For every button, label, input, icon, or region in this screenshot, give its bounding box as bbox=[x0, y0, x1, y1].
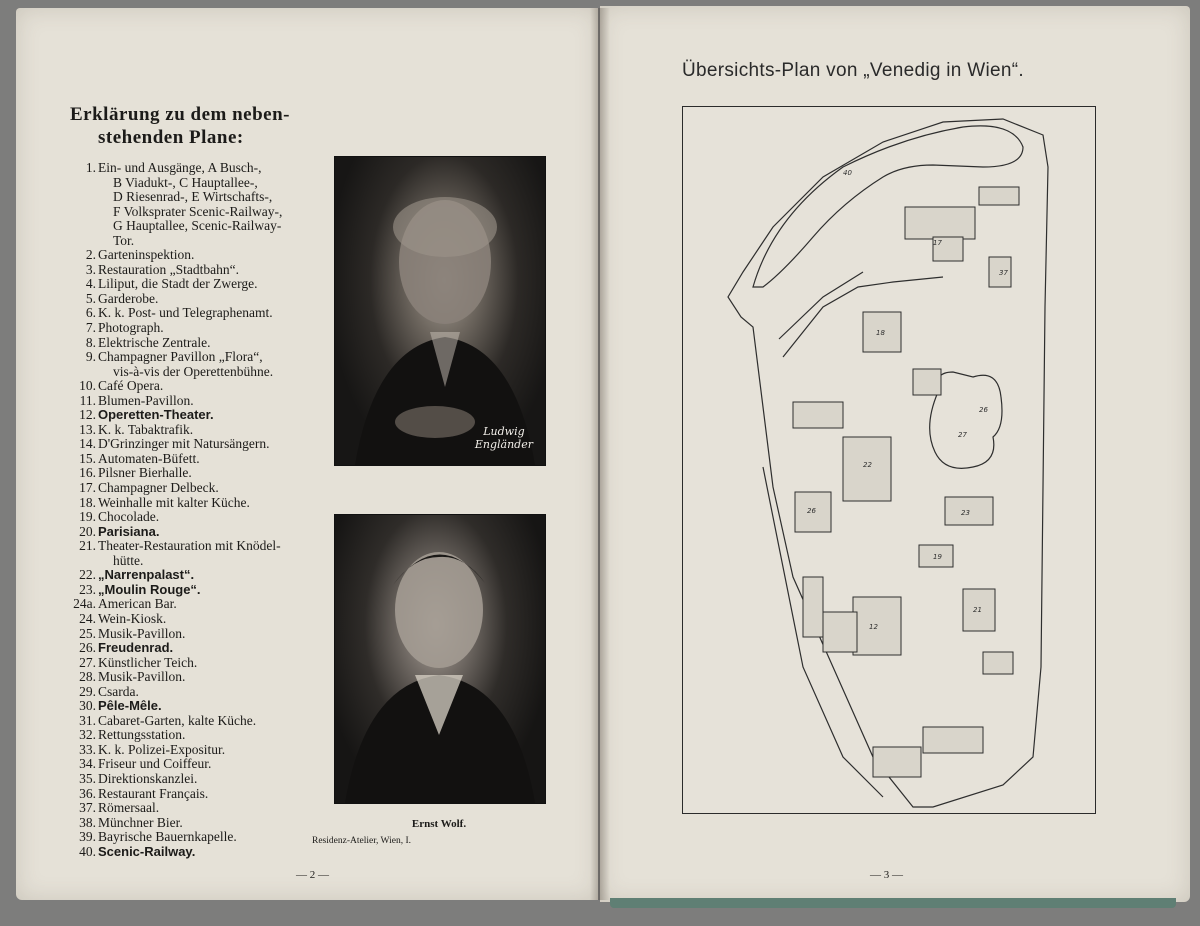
legend-item bbox=[72, 379, 320, 394]
plan-label-11: 26 bbox=[979, 406, 988, 414]
legend-item bbox=[72, 394, 320, 409]
photo-credit: Residenz-Atelier, Wien, I. bbox=[312, 836, 412, 846]
legend-item bbox=[72, 350, 320, 365]
legend-item-text: K. k. Polizei-Expositur. bbox=[98, 741, 226, 757]
legend-item-text: Elektrische Zentrale. bbox=[98, 334, 211, 350]
portrait-figure-1 bbox=[335, 157, 545, 465]
legend-item-text: Pêle-Mêle. bbox=[98, 698, 162, 714]
legend-item-text: Liliput, die Stadt der Zwerge. bbox=[98, 276, 258, 292]
legend-item-number: 38. bbox=[79, 814, 96, 830]
legend-item bbox=[72, 787, 320, 802]
legend-item bbox=[72, 205, 320, 220]
legend-item-number: 11. bbox=[79, 392, 96, 408]
legend-item bbox=[72, 510, 320, 525]
portrait-photo-englaender bbox=[334, 156, 546, 466]
legend-item-text: Garteninspektion. bbox=[98, 247, 195, 263]
legend-item-text: K. k. Tabaktrafik. bbox=[98, 421, 194, 437]
plan-label-7: 19 bbox=[933, 553, 942, 561]
legend-item bbox=[72, 161, 320, 176]
legend-item bbox=[72, 583, 320, 598]
legend-item bbox=[72, 437, 320, 452]
legend-item-text: G Hauptallee, Scenic-Railway- bbox=[113, 218, 282, 234]
legend-item-number: 8. bbox=[85, 334, 96, 350]
legend-item-number: 21. bbox=[79, 538, 96, 554]
legend-item bbox=[72, 176, 320, 191]
cover-edge bbox=[610, 898, 1176, 908]
building-16 bbox=[873, 747, 921, 777]
legend-item-number: 14. bbox=[79, 436, 96, 452]
legend-item-number: 6. bbox=[85, 305, 96, 321]
legend-item-text: American Bar. bbox=[98, 596, 177, 612]
legend-item bbox=[72, 597, 320, 612]
legend-item-text: Wein-Kiosk. bbox=[98, 610, 167, 626]
legend-item-text: Tor. bbox=[113, 232, 135, 248]
legend-item bbox=[72, 670, 320, 685]
legend-item-number: 31. bbox=[79, 712, 96, 728]
legend-item-number: 24. bbox=[79, 610, 96, 626]
plan-label-8: 21 bbox=[973, 606, 982, 614]
legend-item-number: 24a. bbox=[73, 596, 96, 612]
legend-item bbox=[72, 423, 320, 438]
legend-item-text: Weinhalle mit kalter Küche. bbox=[98, 494, 250, 510]
building-15 bbox=[923, 727, 983, 753]
legend-item-number: 18. bbox=[79, 494, 96, 510]
building-14 bbox=[823, 612, 857, 652]
legend-item bbox=[72, 845, 320, 860]
legend-item-text: Musik-Pavillon. bbox=[98, 625, 186, 641]
building-17 bbox=[803, 577, 823, 637]
legend-item-number: 33. bbox=[79, 741, 96, 757]
building-1 bbox=[905, 207, 975, 239]
legend-item bbox=[72, 452, 320, 467]
legend-item bbox=[72, 190, 320, 205]
legend-item-number: 4. bbox=[85, 276, 96, 292]
legend-item-number: 39. bbox=[79, 829, 96, 845]
legend-item-text: Cabaret-Garten, kalte Küche. bbox=[98, 712, 257, 728]
legend-item bbox=[72, 365, 320, 380]
legend-item-number: 25. bbox=[79, 625, 96, 641]
legend-item-text: Musik-Pavillon. bbox=[98, 669, 186, 685]
legend-heading-line1: Erklärung zu dem neben- bbox=[70, 104, 290, 125]
legend-item-number: 26. bbox=[79, 640, 96, 656]
legend-item-text: Automaten-Büfett. bbox=[98, 450, 200, 466]
plan-title: Übersichts-Plan von „Venedig in Wien“. bbox=[682, 60, 1024, 81]
plan-label-5: 26 bbox=[807, 507, 816, 515]
legend-item bbox=[72, 714, 320, 729]
legend-item-text: Rettungsstation. bbox=[98, 727, 186, 743]
legend-item bbox=[72, 728, 320, 743]
legend-item bbox=[72, 685, 320, 700]
legend-item-text: Champagner Delbeck. bbox=[98, 480, 219, 496]
legend-item-text: Ein- und Ausgänge, A Busch-, bbox=[98, 160, 262, 175]
legend-item-text: Scenic-Railway. bbox=[98, 843, 196, 859]
legend-item bbox=[72, 772, 320, 787]
legend-item-text: B Viadukt-, C Hauptallee-, bbox=[113, 174, 258, 190]
legend-item bbox=[72, 292, 320, 307]
legend-item-number: 19. bbox=[79, 509, 96, 525]
legend-heading-line2: stehenden Plane: bbox=[98, 127, 244, 148]
legend-heading bbox=[70, 103, 320, 149]
signature-line1: Ludwig bbox=[483, 425, 525, 438]
legend-item-text: Bayrische Bauernkapelle. bbox=[98, 829, 237, 845]
legend-item-text: Parisiana. bbox=[98, 523, 160, 539]
legend-item bbox=[72, 263, 320, 278]
plan-label-9: 12 bbox=[869, 623, 878, 631]
portrait-signature-1 bbox=[475, 425, 533, 451]
legend-item bbox=[72, 743, 320, 758]
legend-item-number: 22. bbox=[79, 567, 96, 583]
plan-label-1: 17 bbox=[933, 239, 942, 247]
legend-item-text: Blumen-Pavillon. bbox=[98, 392, 194, 408]
legend-item-number: 20. bbox=[79, 523, 96, 539]
legend-item-text: Römersaal. bbox=[98, 800, 160, 816]
legend-item bbox=[72, 627, 320, 642]
legend-item-number: 29. bbox=[79, 683, 96, 699]
legend-item bbox=[72, 699, 320, 714]
legend-item bbox=[72, 612, 320, 627]
legend-item-text: Champagner Pavillon „Flora“, bbox=[98, 349, 263, 365]
legend-item bbox=[72, 248, 320, 263]
legend-item bbox=[72, 234, 320, 249]
site-plan-map bbox=[682, 106, 1096, 814]
site-plan-drawing bbox=[683, 107, 1095, 813]
legend-item-number: 2. bbox=[85, 247, 96, 263]
legend-item-number: 10. bbox=[79, 378, 96, 394]
legend-item-text: Csarda. bbox=[98, 683, 139, 699]
building-18 bbox=[983, 652, 1013, 674]
legend-item-number: 34. bbox=[79, 756, 96, 772]
building-6 bbox=[793, 402, 843, 428]
book-gutter bbox=[590, 8, 610, 900]
legend-item-text: F Volksprater Scenic-Railway-, bbox=[113, 203, 283, 219]
legend-item bbox=[72, 816, 320, 831]
legend-item-text: Café Opera. bbox=[98, 378, 164, 394]
legend-item-number: 1. bbox=[85, 160, 96, 175]
legend-item-number: 3. bbox=[85, 261, 96, 277]
legend-item-number: 30. bbox=[79, 698, 96, 714]
legend-item bbox=[72, 539, 320, 554]
legend-item-number: 27. bbox=[79, 654, 96, 670]
building-8 bbox=[913, 369, 941, 395]
page-number-right: — 3 — bbox=[870, 869, 903, 881]
building-3 bbox=[979, 187, 1019, 205]
legend-item-text: K. k. Post- und Telegraphenamt. bbox=[98, 305, 273, 321]
plan-label-3: 18 bbox=[876, 329, 885, 337]
legend-item bbox=[72, 641, 320, 656]
legend-item-number: 12. bbox=[79, 407, 96, 423]
legend-item bbox=[72, 277, 320, 292]
portrait-caption-name: Ernst Wolf. bbox=[411, 818, 467, 830]
legend-item-number: 35. bbox=[79, 770, 96, 786]
legend-item-text: D'Grinzinger mit Natursängern. bbox=[98, 436, 270, 452]
legend-item-number: 37. bbox=[79, 800, 96, 816]
legend-item-number: 16. bbox=[79, 465, 96, 481]
legend-item bbox=[72, 481, 320, 496]
legend-item bbox=[72, 757, 320, 772]
legend-item-number: 17. bbox=[79, 480, 96, 496]
portrait-photo-wolf bbox=[334, 514, 546, 804]
building-7 bbox=[843, 437, 891, 501]
legend-item bbox=[72, 336, 320, 351]
legend-item bbox=[72, 466, 320, 481]
legend-item-number: 9. bbox=[85, 349, 96, 365]
legend-item bbox=[72, 219, 320, 234]
legend-item-text: Pilsner Bierhalle. bbox=[98, 465, 192, 481]
plan-label-12: 40 bbox=[843, 169, 852, 177]
legend-item-text: Restauration „Stadtbahn“. bbox=[98, 261, 239, 277]
plan-label-6: 23 bbox=[961, 509, 970, 517]
legend-item bbox=[72, 525, 320, 540]
legend-item bbox=[72, 306, 320, 321]
plan-label-2: 37 bbox=[999, 269, 1008, 277]
legend-item bbox=[72, 408, 320, 423]
legend-item-text: Theater-Restauration mit Knödel- bbox=[98, 538, 281, 554]
legend-item-number: 5. bbox=[85, 290, 96, 306]
legend-item-text: D Riesenrad-, E Wirtschafts-, bbox=[113, 189, 273, 205]
plan-label-10: 27 bbox=[958, 431, 967, 439]
legend-item-text: hütte. bbox=[113, 552, 144, 568]
plan-label-4: 22 bbox=[863, 461, 872, 469]
legend-item-text: Direktionskanzlei. bbox=[98, 770, 198, 786]
legend-list bbox=[72, 161, 320, 859]
legend-item-text: Münchner Bier. bbox=[98, 814, 183, 830]
legend-item-text: Garderobe. bbox=[98, 290, 159, 306]
legend-item-text: Restaurant Français. bbox=[98, 785, 209, 801]
legend-item bbox=[72, 321, 320, 336]
legend-item bbox=[72, 568, 320, 583]
legend-item-text: Freudenrad. bbox=[98, 640, 174, 656]
legend-item-number: 13. bbox=[79, 421, 96, 437]
legend-item-text: Künstlicher Teich. bbox=[98, 654, 198, 670]
legend-item bbox=[72, 656, 320, 671]
legend-item-text: Chocolade. bbox=[98, 509, 160, 525]
legend-item-number: 40. bbox=[79, 843, 96, 859]
legend-item-number: 36. bbox=[79, 785, 96, 801]
legend-item-text: vis-à-vis der Operettenbühne. bbox=[113, 363, 274, 379]
portrait-figure-2 bbox=[335, 515, 545, 803]
legend-item-number: 28. bbox=[79, 669, 96, 685]
legend-item bbox=[72, 830, 320, 845]
page-number-left: — 2 — bbox=[296, 869, 329, 881]
legend-item bbox=[72, 801, 320, 816]
legend-item-number: 15. bbox=[79, 450, 96, 466]
legend-item-number: 32. bbox=[79, 727, 96, 743]
legend-item bbox=[72, 496, 320, 511]
legend-item bbox=[72, 554, 320, 569]
legend-item-number: 23. bbox=[79, 581, 96, 597]
legend-item-text: Operetten-Theater. bbox=[98, 407, 214, 423]
legend-item-number: 7. bbox=[85, 320, 96, 336]
legend-item-text: „Narrenpalast“. bbox=[98, 567, 195, 583]
signature-line2: Engländer bbox=[474, 438, 533, 451]
legend-item-text: Photograph. bbox=[98, 320, 164, 336]
legend-item-text: „Moulin Rouge“. bbox=[98, 581, 201, 597]
legend-item-text: Friseur und Coiffeur. bbox=[98, 756, 212, 772]
